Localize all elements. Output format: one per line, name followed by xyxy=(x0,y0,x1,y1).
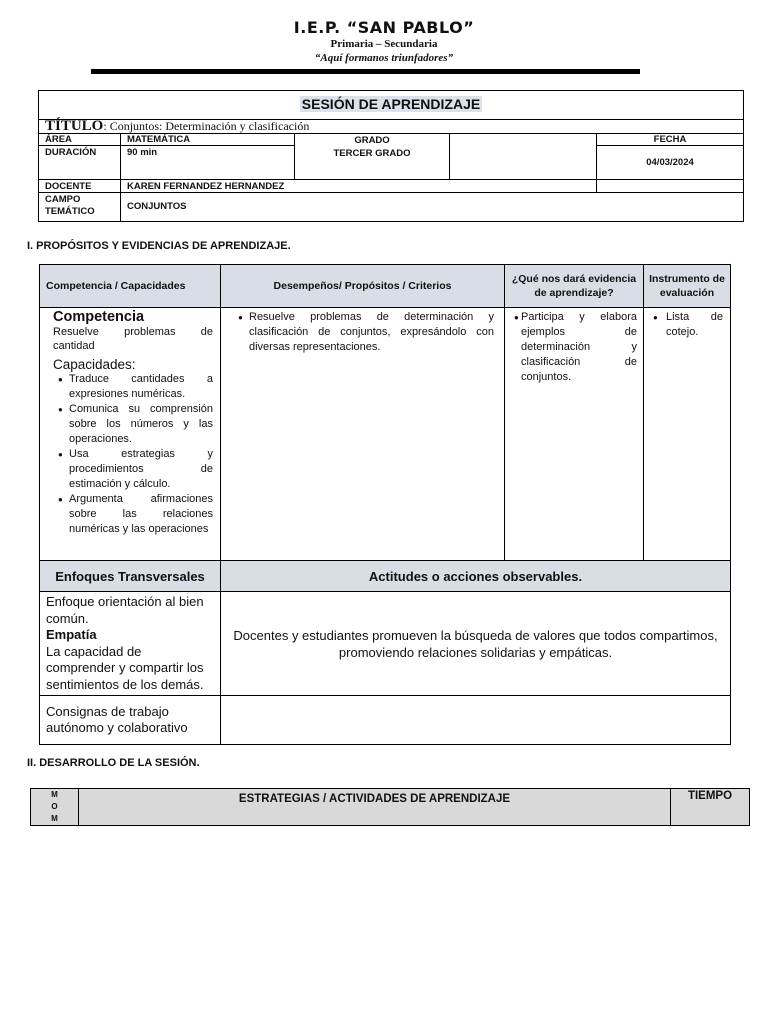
col-tiempo: TIEMPO xyxy=(671,789,750,826)
campo-value: CONJUNTOS xyxy=(121,193,744,222)
enfoques-header: Enfoques Transversales xyxy=(40,561,221,592)
campo-label: CAMPO TEMÁTICO xyxy=(39,193,121,222)
grado-value: TERCER GRADO xyxy=(333,148,411,159)
fecha-label: FECHA xyxy=(597,134,744,146)
consignas-value-cell xyxy=(221,696,731,745)
capacidad-item: ● Comunica su comprensión sobre los números y las operaciones. xyxy=(53,402,213,447)
fecha-value: 04/03/2024 xyxy=(597,146,744,180)
area-value: MATEMÁTICA xyxy=(121,134,295,146)
section2-heading: II. DESARROLLO DE LA SESIÓN. xyxy=(27,757,200,769)
session-title-cell xyxy=(39,91,744,120)
consignas-text: Consignas de trabajo autónomo y colaborativo xyxy=(46,703,188,735)
propositos-table xyxy=(39,264,731,745)
valor-text: La capacidad de comprender y compartir los sentimientos de los demás. xyxy=(46,643,204,692)
docente-label: DOCENTE xyxy=(39,180,121,193)
instrumento-text: ● Lista de cotejo. xyxy=(648,310,723,340)
enfoque-cell xyxy=(40,592,221,696)
enfoque-name: Enfoque orientación al bien común. xyxy=(46,594,204,626)
capacidad-item: ● Usa estrategias y procedimientos de estimación y cálculo. xyxy=(53,447,213,492)
duracion-label: DURACIÓN xyxy=(39,146,121,180)
desempeno-cell xyxy=(221,308,505,561)
col-desempenos: Desempeños/ Propósitos / Criterios xyxy=(221,265,505,308)
capacidad-item: ● Traduce cantidades a expresiones numéricas. xyxy=(53,372,213,402)
competencia-title: Competencia xyxy=(53,309,145,325)
titulo-row: TÍTULO: Conjuntos: Determinación y clasificación xyxy=(39,120,744,134)
docente-value: KAREN FERNANDEZ HERNANDEZ xyxy=(121,180,597,193)
col-evidencia: ¿Qué nos dará evidencia de aprendizaje? xyxy=(505,265,644,308)
desarrollo-table xyxy=(30,788,750,826)
session-info-table xyxy=(38,90,744,222)
valor-name: Empatía xyxy=(46,627,97,642)
duracion-value: 90 min xyxy=(121,146,295,180)
titulo-value: Conjuntos: Determinación y clasificación xyxy=(109,119,310,133)
school-motto: “Aquí formanos triunfadores” xyxy=(314,52,454,64)
docente-extra-cell xyxy=(597,180,744,193)
capacidades-title: Capacidades: xyxy=(53,357,136,372)
col-competencia: Competencia / Capacidades xyxy=(40,265,221,308)
section1-heading: I. PROPÓSITOS Y EVIDENCIAS DE APRENDIZAJE. xyxy=(27,240,291,252)
col-mom xyxy=(31,789,79,826)
header-divider xyxy=(91,69,640,74)
actitudes-header: Actitudes o acciones observables. xyxy=(221,561,731,592)
evidencia-cell xyxy=(505,308,644,561)
actitud-cell xyxy=(221,592,731,696)
mom-text: MOM xyxy=(51,790,58,823)
grado-cell xyxy=(295,134,450,180)
actitud-text: Docentes y estudiantes promueven la búsqueda de valores que todos compartimos, promoviendo relaciones solidarias y empáticas. xyxy=(233,627,718,660)
grado-extra-cell xyxy=(450,134,597,180)
area-label: ÁREA xyxy=(39,134,121,146)
col-estrategias: ESTRATEGIAS / ACTIVIDADES DE APRENDIZAJE xyxy=(79,789,671,826)
consignas-cell xyxy=(40,696,221,745)
capacidad-item: ● Argumenta afirmaciones sobre las relaciones numéricas y las operaciones xyxy=(53,492,213,537)
capacidades-list xyxy=(53,372,213,537)
session-title: SESIÓN DE APRENDIZAJE xyxy=(301,95,481,112)
instrumento-cell xyxy=(644,308,731,561)
col-instrumento: Instrumento de evaluación xyxy=(644,265,731,308)
competencia-cell xyxy=(40,308,221,561)
desempeno-text: ● Resuelve problemas de determinación y clasificación de conjuntos, expresándolo con diversas representaciones. xyxy=(233,310,494,355)
titulo-label: TÍTULO xyxy=(45,118,104,134)
school-name: I.E.P. “SAN PABLO” xyxy=(293,18,475,37)
evidencia-text: ● Participa y elabora ejemplos de determinación y clasificación de conjuntos. xyxy=(509,310,637,385)
grado-label: GRADO xyxy=(354,135,390,146)
school-levels: Primaria – Secundaria xyxy=(330,38,438,50)
competencia-text: Resuelve problemas de cantidad xyxy=(53,326,213,352)
